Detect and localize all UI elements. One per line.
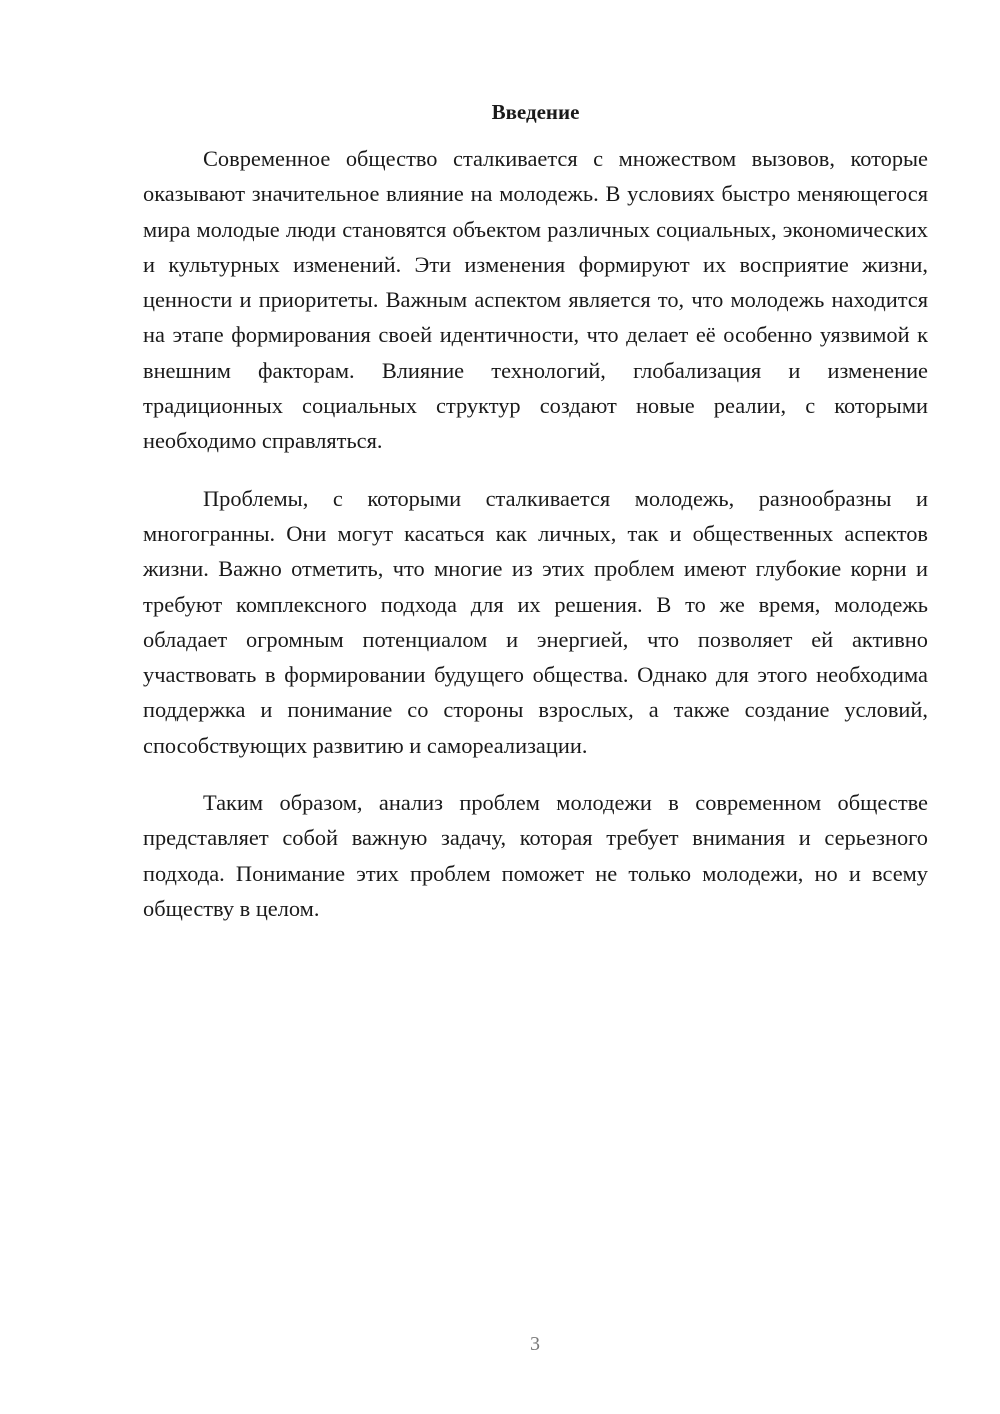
page-number: 3 xyxy=(530,1333,540,1355)
paragraph-2: Проблемы, с которыми сталкивается молодежь, разнообразны и многогранны. Они могут касаться как личных, так и общественных аспектов жизни. Важно отметить, что многие из этих проблем имеют глубокие корни и требуют комплексного подхода для их решения. В то же время, молодежь обладает огромным потенциалом и энергией, что позволяет ей активно участвовать в формировании будущего общества. Однако для этого необходима поддержка и понимание со стороны взрослых, а также создание условий, способствующих развитию и самореализации. xyxy=(143,485,928,758)
page-title: Введение xyxy=(491,100,580,124)
document-body xyxy=(143,141,928,948)
paragraph-3: Таким образом, анализ проблем молодежи в современном обществе представляет собой важную задачу, которая требует внимания и серьезного подхода. Понимание этих проблем поможет не только молодежи, но и всему обществу в целом. xyxy=(143,790,928,921)
paragraph-1: Современное общество сталкивается с множеством вызовов, которые оказывают значительное влияние на молодежь. В условиях быстро меняющегося мира молодые люди становятся объектом различных социальных, экономических и культурных изменений. Эти изменения формируют их восприятие жизни, ценности и приоритеты. Важным аспектом является то, что молодежь находится на этапе формирования своей идентичности, что делает её особенно уязвимой к внешним факторам. Влияние технологий, глобализация и изменение традиционных социальных структур создают новые реалии, с которыми необходимо справляться. xyxy=(143,146,928,454)
